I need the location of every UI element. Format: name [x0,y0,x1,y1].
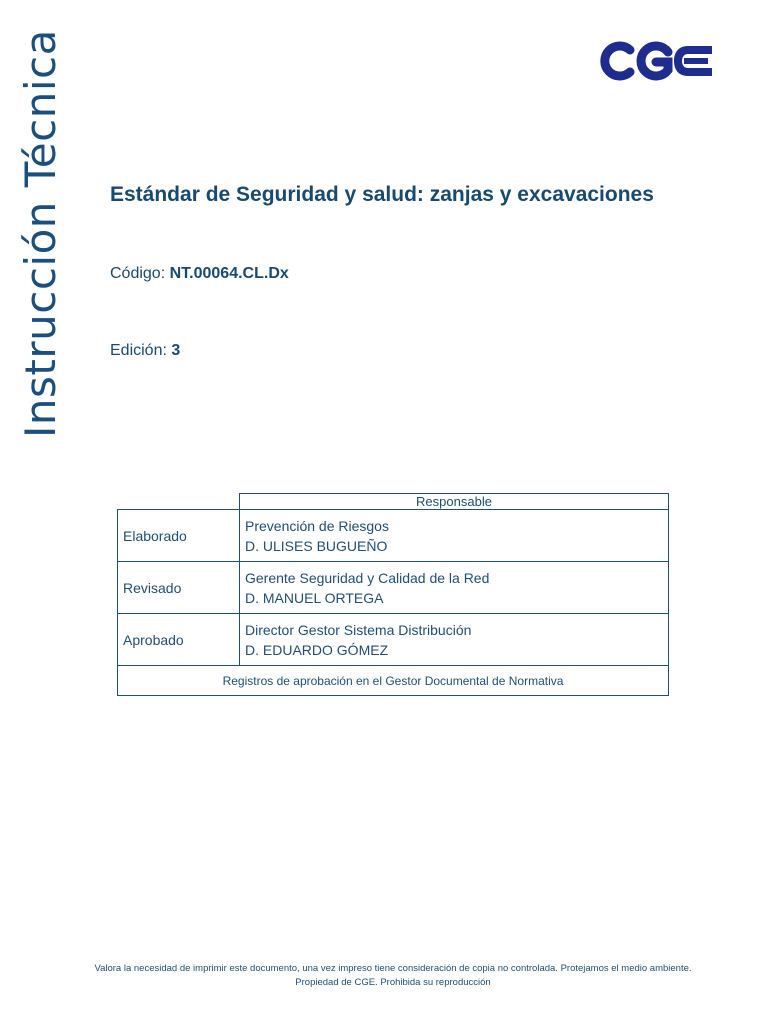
document-edition [110,342,180,360]
edition-label: Edición: [110,342,167,359]
responsible-cell [240,562,669,614]
approval-row-revisado [118,562,669,614]
role-cell: Elaborado [118,510,240,562]
approval-records-note: Registros de aprobación en el Gestor Documental de Normativa [118,666,669,696]
responsable-header: Responsable [240,494,669,510]
code-value: NT.00064.CL.Dx [169,265,289,282]
position-text: Gerente Seguridad y Calidad de la Red [245,569,490,586]
responsible-cell [240,614,669,666]
page-footer [0,962,768,990]
side-document-type-label: Instrucción Técnica [16,29,65,438]
code-label: Código: [110,265,166,282]
person-name: D. EDUARDO GÓMEZ [245,641,389,658]
document-code [110,265,289,283]
approval-row-elaborado [118,510,669,562]
document-title: Estándar de Seguridad y salud: zanjas y excavaciones [110,183,654,206]
print-notice: Valora la necesidad de imprimir este documento, una vez impreso tiene consideración de copia no controlada. Protejamos el medio ambiente. [94,963,692,974]
person-name: D. MANUEL ORTEGA [245,589,384,606]
position-text: Prevención de Riesgos [245,517,389,534]
role-cell: Aprobado [118,614,240,666]
role-cell: Revisado [118,562,240,614]
approval-row-aprobado [118,614,669,666]
approval-header-row [118,494,669,510]
position-text: Director Gestor Sistema Distribución [245,621,472,638]
edition-value: 3 [171,342,181,359]
person-name: D. ULISES BUGUEÑO [245,537,388,554]
ownership-notice: Propiedad de CGE. Prohibida su reproducción [295,977,491,988]
approval-table [117,493,669,696]
responsible-cell [240,510,669,562]
approval-footer-row [118,666,669,696]
cge-logo [600,40,714,82]
approval-header-spacer [118,494,240,510]
